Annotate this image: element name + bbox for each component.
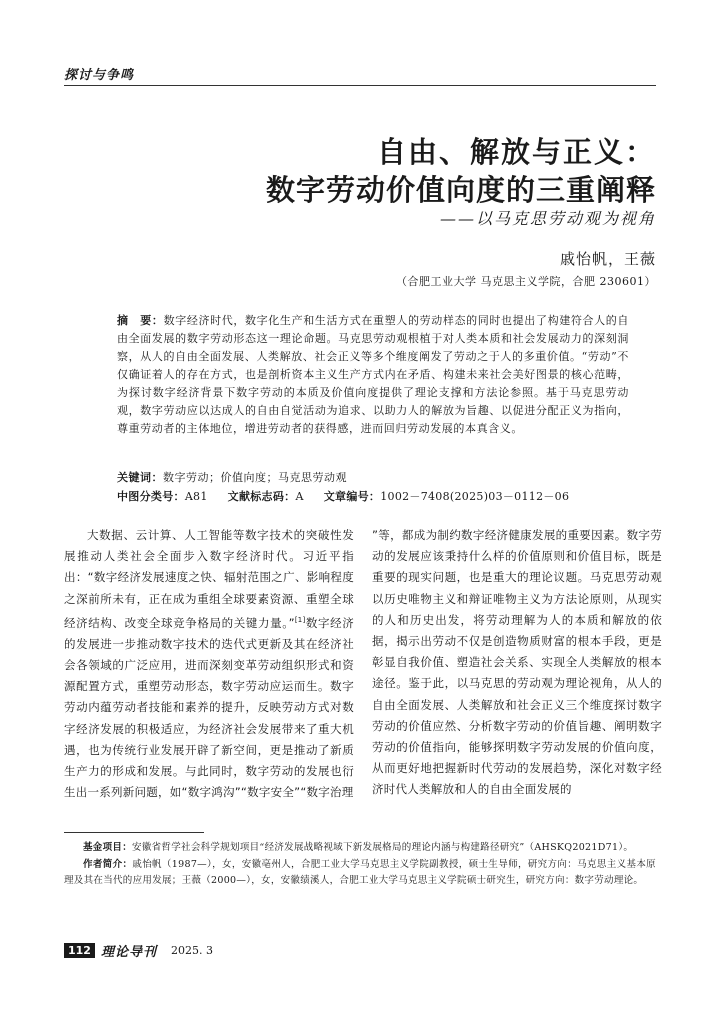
- title-line-1: 自由、解放与正义：: [376, 135, 656, 169]
- article-no-label: 文章编号：: [323, 490, 381, 503]
- doc-code-label: 文献标志码：: [227, 490, 296, 503]
- title-line-2: 数字劳动价值向度的三重阐释: [265, 173, 656, 207]
- authors: 戚怡帆，王薇: [559, 250, 656, 268]
- abstract: [117, 312, 629, 438]
- footnote-rule: [64, 832, 204, 833]
- journal-logo: 理论导刊: [100, 945, 157, 960]
- abstract-text: 数字经济时代，数字化生产和生活方式在重塑人的劳动样态的同时也提出了构建符合人的自由全面发展的数字劳动形态这一理论命题。马克思劳动观根植于对人类本质和社会发展动力的深刻洞察，从人的自由全面发展、人类解放、社会正义等多个维度阐发了劳动之于人的多重价值。“劳动”不仅确证着人的存在方式，也是剖析资本主义生产方式内在矛盾、构建未来社会美好图景的核心范畴，为探讨数字经济背景下数字劳动的本质及价值向度提供了理论支撑和方法论参照。基于马克思劳动观，数字劳动应以达成人的自由自觉活动为追求、以助力人的解放为旨趣、以促进分配正义为指向，尊重劳动者的主体地位，增进劳动者的获得感，进而回归劳动发展的本真含义。: [117, 314, 630, 435]
- fund-note: [64, 840, 656, 857]
- author-text: 戚怡帆（1987—），女，安徽亳州人，合肥工业大学马克思主义学院副教授，硕士生导师，研究方向：马克思主义基本原理及其在当代的应用发展；王薇（2000—），女，安徽绩溪人，合肥工业大学马克思主义学院硕士研究生，研究方向：数字劳动理论。: [64, 858, 656, 886]
- clc-label: 中图分类号：: [117, 490, 185, 503]
- keywords-text: 数字劳动；价值向度；马克思劳动观: [163, 471, 347, 484]
- footnotes: [64, 840, 656, 890]
- clc-value: A81: [184, 490, 208, 503]
- classification-line: [117, 488, 569, 504]
- section-tag: 探讨与争鸣: [64, 68, 135, 83]
- body-column-right: [372, 525, 662, 801]
- body-column-left: [64, 525, 354, 803]
- affiliation: （合肥工业大学 马克思主义学院，合肥 230601）: [396, 275, 656, 288]
- abstract-label: 摘 要：: [117, 314, 164, 327]
- page-number: 112: [64, 943, 95, 958]
- body-paragraph-1: [64, 525, 354, 803]
- keywords: [117, 469, 347, 485]
- article-no-value: 1002－7408(2025)03－0112－06: [380, 490, 570, 503]
- keywords-label: 关键词：: [117, 471, 163, 484]
- author-label: 作者简介：: [83, 858, 133, 870]
- author-note: [64, 857, 656, 890]
- body-text-p1b: 数字经济的发展进一步推动数字技术的迭代式更新及其在经济社会各领域的广泛应用，进而深刻变革劳动组织形式和资源配置方式，重塑劳动形态，数字劳动应运而生。数字劳动内蕴劳动者技能和素养的提升，反映劳动方式对数字经济发展的积极适应，为经济社会发展带来了重大机遇，也为传统行业发展开辟了新空间，更是推动了新质生产力的形成和发展。与此同时，数字劳动的发展也衍生出一系列新问题，如“数字鸿沟”“数字安全”“数字治理: [64, 615, 354, 800]
- body-paragraph-1-continued: ”等，都成为制约数字经济健康发展的重要因素。数字劳动的发展应该秉持什么样的价值原则和价值目标，既是重要的现实问题，也是重大的理论议题。马克思劳动观以历史唯物主义和辩证唯物主义为方法论原则，从现实的人和历史出发，将劳动理解为人的本质和解放的依据，揭示出劳动不仅是创造物质财富的根本手段，更是彰显自我价值、塑造社会关系、实现全人类解放的根本途径。鉴于此，以马克思的劳动观为理论视角，从人的自由全面发展、人类解放和社会正义三个维度探讨数字劳动的价值应然、分析数字劳动的价值旨趣、阐明数字劳动的价值指向，能够探明数字劳动发展的价值向度，从而更好地把握新时代劳动的发展趋势，深化对数字经济时代人类解放和人的自由全面发展的: [372, 528, 662, 797]
- page-footer: [64, 941, 213, 960]
- fund-label: 基金项目：: [83, 842, 133, 853]
- reference-mark: [1]: [294, 615, 306, 624]
- issue-date: 2025. 3: [170, 944, 213, 957]
- header-rule: [64, 85, 656, 86]
- fund-text: 安徽省哲学社会科学规划项目“经济发展战略视域下新发展格局的理论内涵与构建路径研究”（AHSKQ2021D71）。: [132, 842, 634, 853]
- body-text-p1: 大数据、云计算、人工智能等数字技术的突破性发展推动人类社会全面步入数字经济时代。习近平指出：“数字经济发展速度之快、辐射范围之广、影响程度之深前所未有，正在成为重组全球要素资源、重塑全球经济结构、改变全球竞争格局的关键力量。”: [64, 528, 354, 630]
- doc-code-value: A: [295, 490, 304, 503]
- subtitle: ——以马克思劳动观为视角: [439, 209, 656, 228]
